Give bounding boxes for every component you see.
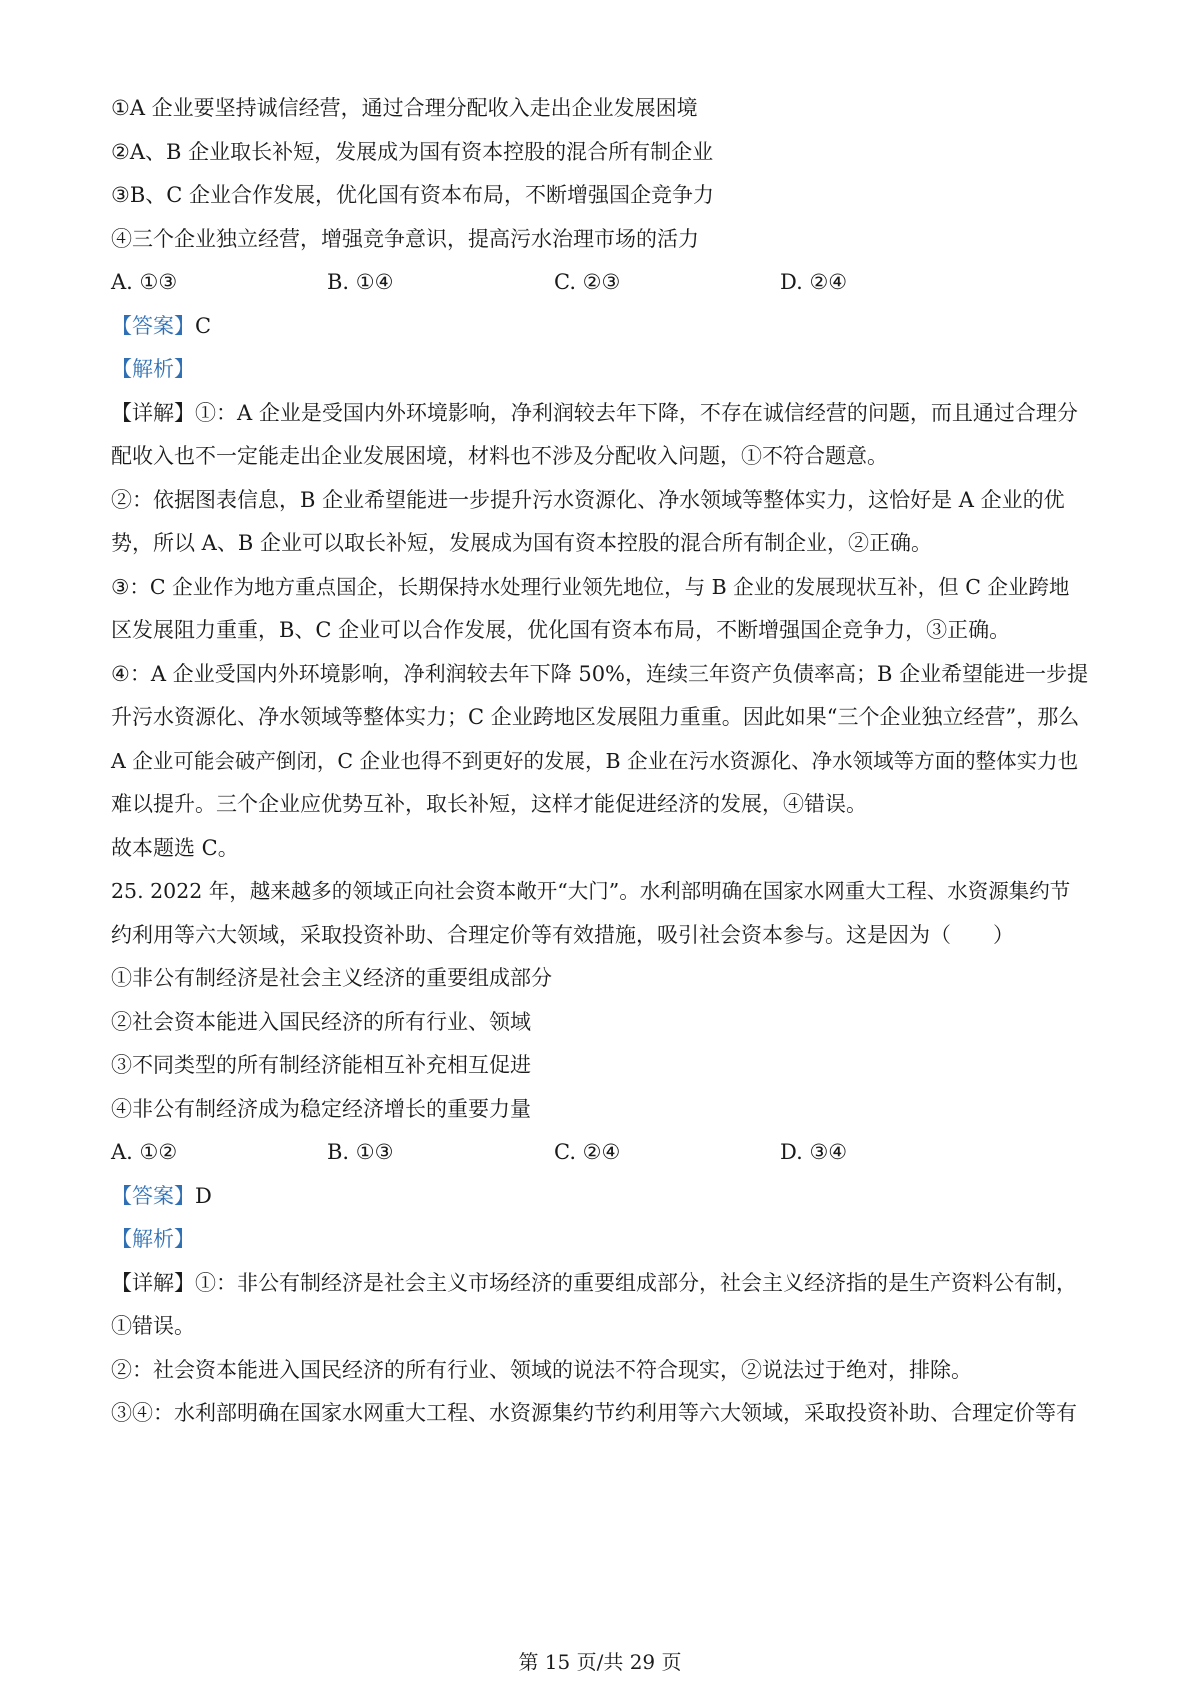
q24-answer: [111, 311, 211, 341]
q24-choice-b: B. ①④: [327, 270, 394, 294]
q24-analysis-tag: 【解析】: [111, 357, 195, 381]
detail-tag: 【详解】: [111, 401, 195, 425]
q24-detail-line-2: 配收入也不一定能走出企业发展困境，材料也不涉及分配收入问题，①不符合题意。: [111, 444, 888, 468]
answer-tag: 【答案】: [111, 1184, 195, 1208]
q25-detail-line-4: ③④：水利部明确在国家水网重大工程、水资源集约节约利用等六大领域，采取投资补助、合理定价等有: [111, 1401, 1077, 1425]
q25-stem-line-1: 25. 2022 年，越来越多的领域正向社会资本敞开“大门”。水利部明确在国家水网重大工程、水资源集约节: [111, 879, 1071, 903]
answer-value: C: [195, 314, 212, 338]
q24-detail-line-7: ④：A 企业受国内外环境影响，净利润较去年下降 50%，连续三年资产负债率高；B 企业希望能进一步提: [111, 662, 1089, 686]
q25-option-1: ①非公有制经济是社会主义经济的重要组成部分: [111, 966, 552, 990]
q25-option-4: ④非公有制经济成为稳定经济增长的重要力量: [111, 1097, 531, 1121]
q25-answer: [111, 1181, 212, 1211]
q24-conclusion: 故本题选 C。: [111, 836, 239, 860]
q24-detail-line-10: 难以提升。三个企业应优势互补，取长补短，这样才能促进经济的发展，④错误。: [111, 792, 867, 816]
q25-choices: [111, 1137, 1111, 1167]
q24-option-2: ②A、B 企业取长补短，发展成为国有资本控股的混合所有制企业: [111, 140, 714, 164]
answer-value: D: [195, 1184, 212, 1208]
q25-choice-d: D. ③④: [780, 1140, 848, 1164]
q25-choice-b: B. ①③: [327, 1140, 394, 1164]
q24-option-3: ③B、C 企业合作发展，优化国有资本布局，不断增强国企竞争力: [111, 183, 714, 207]
q25-choice-c: C. ②④: [554, 1140, 621, 1164]
q24-choice-c: C. ②③: [554, 270, 621, 294]
q24-detail-line-5: ③：C 企业作为地方重点国企，长期保持水处理行业领先地位，与 B 企业的发展现状互补，但 C 企业跨地: [111, 575, 1070, 599]
q24-option-1: ①A 企业要坚持诚信经营，通过合理分配收入走出企业发展困境: [111, 96, 698, 120]
q24-detail-line-1: 【详解】①：A 企业是受国内外环境影响，净利润较去年下降，不存在诚信经营的问题，而且通过合理分: [111, 401, 1078, 425]
detail-tag: 【详解】: [111, 1271, 195, 1295]
q24-choice-d: D. ②④: [780, 270, 848, 294]
q25-analysis-tag: 【解析】: [111, 1227, 195, 1251]
q25-choice-a: A. ①②: [111, 1140, 178, 1164]
q24-detail-line-9: A 企业可能会破产倒闭，C 企业也得不到更好的发展，B 企业在污水资源化、净水领域等方面的整体实力也: [111, 749, 1079, 773]
page-footer: 第 15 页/共 29 页: [518, 1650, 682, 1674]
answer-tag: 【答案】: [111, 314, 195, 338]
q24-detail-line-6: 区发展阻力重重，B、C 企业可以合作发展，优化国有资本布局，不断增强国企竞争力，③正确。: [111, 618, 1011, 642]
q25-detail-line-3: ②：社会资本能进入国民经济的所有行业、领域的说法不符合现实，②说法过于绝对，排除。: [111, 1358, 972, 1382]
q25-option-2: ②社会资本能进入国民经济的所有行业、领域: [111, 1010, 531, 1034]
q25-detail-line-1: 【详解】①：非公有制经济是社会主义市场经济的重要组成部分，社会主义经济指的是生产资料公有制，: [111, 1271, 1077, 1295]
q24-detail-line-8: 升污水资源化、净水领域等整体实力；C 企业跨地区发展阻力重重。因此如果“三个企业独立经营”，那么: [111, 705, 1080, 729]
q24-detail-line-4: 势，所以 A、B 企业可以取长补短，发展成为国有资本控股的混合所有制企业，②正确。: [111, 531, 932, 555]
q24-choices: [111, 267, 1111, 297]
q24-choice-a: A. ①③: [111, 270, 178, 294]
q24-detail-line-3: ②：依据图表信息，B 企业希望能进一步提升污水资源化、净水领域等整体实力，这恰好是 A 企业的优: [111, 488, 1065, 512]
q25-option-3: ③不同类型的所有制经济能相互补充相互促进: [111, 1053, 531, 1077]
q24-option-4: ④三个企业独立经营，增强竞争意识，提高污水治理市场的活力: [111, 227, 699, 251]
q25-stem-line-2: 约利用等六大领域，采取投资补助、合理定价等有效措施，吸引社会资本参与。这是因为（ ）: [111, 923, 1014, 947]
q25-detail-line-2: ①错误。: [111, 1314, 195, 1338]
